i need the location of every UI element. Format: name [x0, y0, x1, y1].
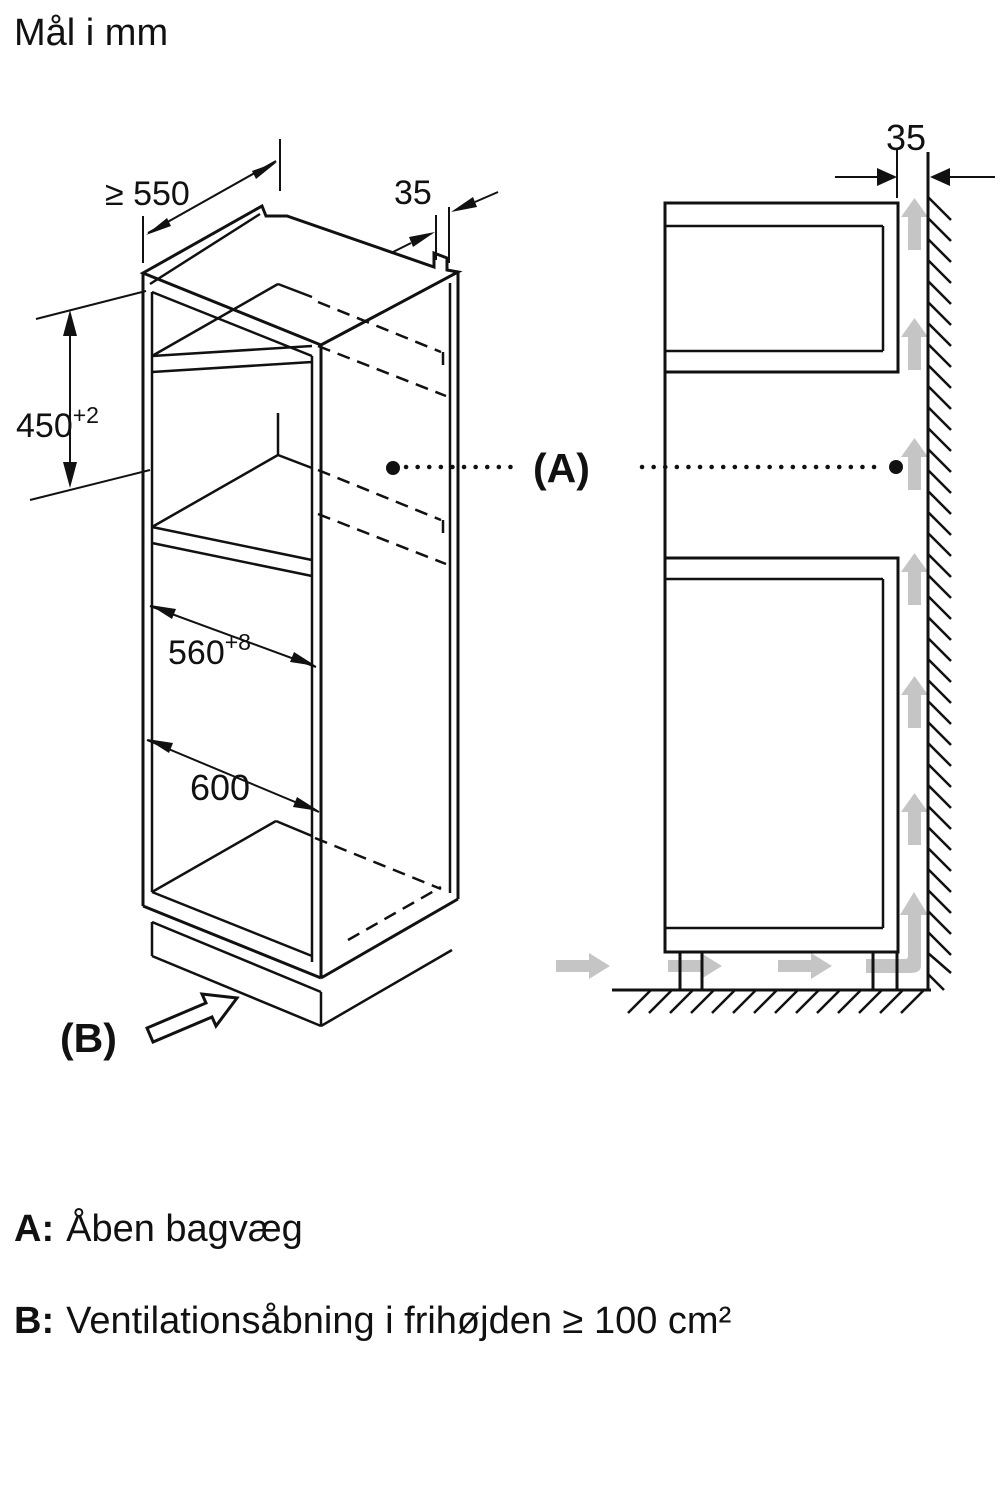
- airflow-up-arrow: [901, 198, 928, 250]
- airflow-arrows: [556, 198, 928, 979]
- label-B-group: [60, 994, 237, 1061]
- side-section-view: [612, 152, 951, 1013]
- airflow-up-arrow: [901, 438, 928, 490]
- dim-35-wall: [835, 117, 995, 198]
- dim-560-niche-width: [150, 605, 316, 672]
- airflow-right-arrow: [778, 953, 832, 979]
- cabinet-vertical-edges: [143, 272, 458, 978]
- niche-floor-shelf: [152, 455, 312, 576]
- dim-35-wall-label: 35: [886, 117, 927, 158]
- dim-450-niche-height: [16, 291, 150, 500]
- upper-cabinet-outline: [665, 203, 898, 372]
- dim-600-label: 600: [190, 767, 251, 808]
- floor-hatching: [628, 990, 924, 1013]
- page-title: Mål i mm: [14, 12, 169, 54]
- airflow-up-arrow: [901, 553, 928, 605]
- airflow-up-arrow: [901, 793, 928, 845]
- legend-line-a: [14, 1208, 303, 1251]
- airflow-up-arrow: [901, 676, 928, 728]
- dim-560-label: $560^{+8}$: [168, 629, 251, 672]
- isometric-cabinet-view: [143, 206, 458, 1026]
- legend-text-a: Åben bagvæg: [66, 1208, 303, 1250]
- airflow-right-arrow: [668, 953, 722, 979]
- ventilation-arrow-icon: [147, 994, 237, 1042]
- upper-shelf: [152, 284, 312, 372]
- cabinet-floor-edges: [152, 821, 312, 956]
- legend-key-b: B:: [14, 1300, 55, 1342]
- dim-600-cabinet-width: [147, 739, 319, 812]
- dim-35-top-label: 35: [394, 174, 432, 212]
- label-b: (B): [60, 1015, 117, 1061]
- label-a: (A): [533, 445, 590, 491]
- airflow-right-arrow: [556, 953, 610, 979]
- dim-550-label: ≥ 550: [105, 175, 190, 213]
- floor-section: [612, 990, 931, 1013]
- legend-key-a: A:: [14, 1208, 55, 1250]
- cabinet-top-face: [143, 206, 458, 345]
- airflow-up-arrow: [901, 318, 928, 370]
- dim-35-top: [391, 174, 498, 263]
- lower-cabinet-panels: [665, 579, 883, 928]
- legend-line-b: [14, 1300, 731, 1343]
- lower-cabinet-outline: [665, 558, 898, 952]
- hidden-shelf-edges: [315, 302, 446, 940]
- wall-section: [928, 152, 951, 990]
- legend-text-b: Ventilationsåbning i frihøjden ≥ 100 cm²: [66, 1300, 732, 1342]
- wall-hatching: [928, 197, 951, 990]
- axis-line-A: [386, 445, 903, 491]
- upper-cabinet-panels: [665, 226, 883, 351]
- dim-450-label: $450^{+2}$: [16, 402, 99, 445]
